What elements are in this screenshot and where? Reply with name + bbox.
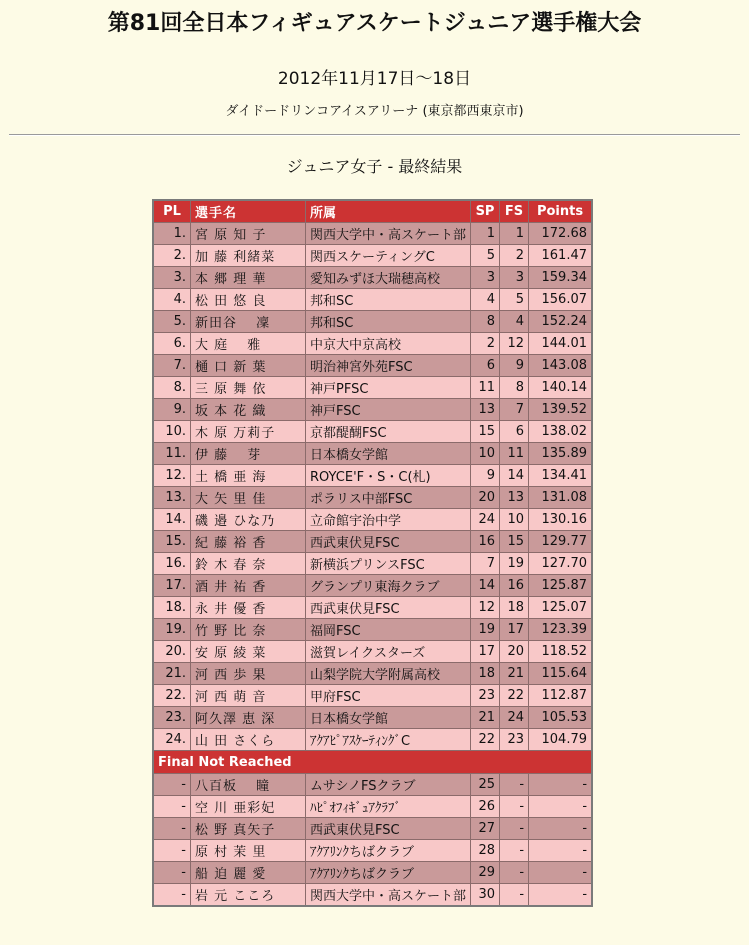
fnr-row xyxy=(153,840,592,862)
table-row xyxy=(153,663,592,685)
cell-points: 156.07 xyxy=(529,289,593,311)
cell-fs: - xyxy=(500,862,529,884)
cell-sp: 1 xyxy=(471,223,500,245)
cell-name: 空 川 亜彩妃 xyxy=(191,796,306,818)
cell-points: 104.79 xyxy=(529,729,593,751)
cell-sp: 8 xyxy=(471,311,500,333)
cell-pl: - xyxy=(153,818,191,840)
cell-points: 112.87 xyxy=(529,685,593,707)
cell-club: ﾊﾋﾟｵﾌｨｷﾞｭｱｸﾗﾌﾞ xyxy=(306,796,471,818)
cell-pl: 12. xyxy=(153,465,191,487)
results-body xyxy=(153,223,592,907)
cell-club: 西武東伏見FSC xyxy=(306,597,471,619)
cell-fs: 16 xyxy=(500,575,529,597)
cell-points: 172.68 xyxy=(529,223,593,245)
cell-fs: 19 xyxy=(500,553,529,575)
col-header-club: 所属 xyxy=(306,200,471,223)
cell-club: 山梨学院大学附属高校 xyxy=(306,663,471,685)
cell-fs: 12 xyxy=(500,333,529,355)
fnr-row xyxy=(153,862,592,884)
cell-sp: 17 xyxy=(471,641,500,663)
cell-club: 関西スケーティングC xyxy=(306,245,471,267)
cell-name: 鈴 木 春 奈 xyxy=(191,553,306,575)
cell-points: 144.01 xyxy=(529,333,593,355)
cell-fs: - xyxy=(500,774,529,796)
table-row xyxy=(153,597,592,619)
cell-sp: 24 xyxy=(471,509,500,531)
table-row xyxy=(153,487,592,509)
cell-pl: 22. xyxy=(153,685,191,707)
cell-name: 原 村 茉 里 xyxy=(191,840,306,862)
cell-name: 紀 藤 裕 香 xyxy=(191,531,306,553)
cell-points: 131.08 xyxy=(529,487,593,509)
cell-name: 岩 元 こころ xyxy=(191,884,306,907)
cell-pl: 21. xyxy=(153,663,191,685)
cell-name: 永 井 優 香 xyxy=(191,597,306,619)
cell-pl: 23. xyxy=(153,707,191,729)
cell-club: 関西大学中・高スケート部 xyxy=(306,223,471,245)
cell-fs: 14 xyxy=(500,465,529,487)
cell-points: 135.89 xyxy=(529,443,593,465)
fnr-row xyxy=(153,818,592,840)
cell-club: 京都醍醐FSC xyxy=(306,421,471,443)
cell-name: 加 藤 利緒菜 xyxy=(191,245,306,267)
cell-sp: 21 xyxy=(471,707,500,729)
cell-fs: 15 xyxy=(500,531,529,553)
section-title: ジュニア女子 - 最終結果 xyxy=(286,157,463,176)
cell-sp: 2 xyxy=(471,333,500,355)
col-header-fs: FS xyxy=(500,200,529,223)
cell-name: 酒 井 祐 香 xyxy=(191,575,306,597)
cell-name: 河 西 萌 音 xyxy=(191,685,306,707)
cell-points: 139.52 xyxy=(529,399,593,421)
cell-club: 西武東伏見FSC xyxy=(306,531,471,553)
cell-pl: 19. xyxy=(153,619,191,641)
table-row xyxy=(153,421,592,443)
cell-fs: 22 xyxy=(500,685,529,707)
cell-club: 新横浜プリンスFSC xyxy=(306,553,471,575)
table-row xyxy=(153,377,592,399)
cell-points: 130.16 xyxy=(529,509,593,531)
table-row xyxy=(153,355,592,377)
col-header-pl: PL xyxy=(153,200,191,223)
cell-pl: 14. xyxy=(153,509,191,531)
cell-sp: 16 xyxy=(471,531,500,553)
cell-club: ｱｸｱﾘﾝｸちばクラブ xyxy=(306,840,471,862)
cell-fs: - xyxy=(500,796,529,818)
cell-sp: 3 xyxy=(471,267,500,289)
table-row xyxy=(153,399,592,421)
cell-points: 138.02 xyxy=(529,421,593,443)
cell-points: 125.07 xyxy=(529,597,593,619)
cell-fs: 4 xyxy=(500,311,529,333)
cell-name: 安 原 綾 菜 xyxy=(191,641,306,663)
col-header-sp: SP xyxy=(471,200,500,223)
cell-points: 143.08 xyxy=(529,355,593,377)
cell-name: 坂 本 花 織 xyxy=(191,399,306,421)
table-row xyxy=(153,729,592,751)
cell-points: 118.52 xyxy=(529,641,593,663)
cell-fs: 20 xyxy=(500,641,529,663)
cell-name: 伊 藤 芽 xyxy=(191,443,306,465)
cell-points: 159.34 xyxy=(529,267,593,289)
cell-club: 邦和SC xyxy=(306,289,471,311)
cell-pl: - xyxy=(153,796,191,818)
cell-sp: 14 xyxy=(471,575,500,597)
cell-fs: 8 xyxy=(500,377,529,399)
cell-sp: 5 xyxy=(471,245,500,267)
cell-name: 大 矢 里 佳 xyxy=(191,487,306,509)
cell-fs: 17 xyxy=(500,619,529,641)
cell-pl: 7. xyxy=(153,355,191,377)
cell-fs: 10 xyxy=(500,509,529,531)
cell-name: 松 田 悠 良 xyxy=(191,289,306,311)
final-not-reached-header xyxy=(153,751,592,774)
cell-name: 磯 邉 ひな乃 xyxy=(191,509,306,531)
table-row xyxy=(153,575,592,597)
table-row xyxy=(153,333,592,355)
cell-pl: 24. xyxy=(153,729,191,751)
cell-club: 日本橋女学館 xyxy=(306,707,471,729)
cell-fs: - xyxy=(500,818,529,840)
cell-sp: 26 xyxy=(471,796,500,818)
table-row xyxy=(153,685,592,707)
cell-points: 105.53 xyxy=(529,707,593,729)
cell-sp: 23 xyxy=(471,685,500,707)
cell-club: 西武東伏見FSC xyxy=(306,818,471,840)
cell-pl: - xyxy=(153,862,191,884)
cell-pl: 8. xyxy=(153,377,191,399)
cell-pl: 10. xyxy=(153,421,191,443)
cell-club: 滋賀レイクスターズ xyxy=(306,641,471,663)
divider xyxy=(9,134,740,136)
cell-club: 甲府FSC xyxy=(306,685,471,707)
cell-points: - xyxy=(529,818,593,840)
cell-sp: 11 xyxy=(471,377,500,399)
fnr-row xyxy=(153,884,592,907)
cell-name: 大 庭 雅 xyxy=(191,333,306,355)
cell-name: 樋 口 新 葉 xyxy=(191,355,306,377)
col-header-points: Points xyxy=(529,200,593,223)
page-title: 第81回全日本フィギュアスケートジュニア選手権大会 xyxy=(107,11,642,36)
cell-points: 134.41 xyxy=(529,465,593,487)
col-header-name: 選手名 xyxy=(191,200,306,223)
cell-pl: - xyxy=(153,884,191,907)
cell-sp: 7 xyxy=(471,553,500,575)
cell-club: 明治神宮外苑FSC xyxy=(306,355,471,377)
cell-points: 127.70 xyxy=(529,553,593,575)
cell-name: 宮 原 知 子 xyxy=(191,223,306,245)
cell-fs: 3 xyxy=(500,267,529,289)
cell-pl: 9. xyxy=(153,399,191,421)
cell-fs: 18 xyxy=(500,597,529,619)
cell-name: 木 原 万莉子 xyxy=(191,421,306,443)
cell-club: 邦和SC xyxy=(306,311,471,333)
cell-club: 中京大中京高校 xyxy=(306,333,471,355)
table-row xyxy=(153,223,592,245)
cell-name: 新田谷 凜 xyxy=(191,311,306,333)
fnr-row xyxy=(153,774,592,796)
cell-points: 129.77 xyxy=(529,531,593,553)
cell-club: 神戸PFSC xyxy=(306,377,471,399)
cell-sp: 4 xyxy=(471,289,500,311)
cell-pl: - xyxy=(153,774,191,796)
cell-club: ポラリス中部FSC xyxy=(306,487,471,509)
cell-club: 福岡FSC xyxy=(306,619,471,641)
table-row xyxy=(153,553,592,575)
cell-name: 竹 野 比 奈 xyxy=(191,619,306,641)
cell-points: - xyxy=(529,774,593,796)
final-not-reached-label: Final Not Reached xyxy=(153,751,592,774)
cell-club: 日本橋女学館 xyxy=(306,443,471,465)
cell-sp: 6 xyxy=(471,355,500,377)
event-date: 2012年11月17日～18日 xyxy=(277,69,472,89)
cell-name: 土 橋 亜 海 xyxy=(191,465,306,487)
results-table xyxy=(152,199,593,907)
cell-fs: 13 xyxy=(500,487,529,509)
cell-pl: 16. xyxy=(153,553,191,575)
cell-sp: 13 xyxy=(471,399,500,421)
event-venue: ダイドードリンコアイスアリーナ (東京都西東京市) xyxy=(225,104,524,119)
cell-pl: - xyxy=(153,840,191,862)
table-row xyxy=(153,641,592,663)
cell-sp: 30 xyxy=(471,884,500,907)
cell-pl: 5. xyxy=(153,311,191,333)
cell-pl: 17. xyxy=(153,575,191,597)
cell-name: 八百板 瞳 xyxy=(191,774,306,796)
cell-sp: 15 xyxy=(471,421,500,443)
table-row xyxy=(153,289,592,311)
cell-fs: 9 xyxy=(500,355,529,377)
table-row xyxy=(153,707,592,729)
cell-points: - xyxy=(529,840,593,862)
cell-club: 神戸FSC xyxy=(306,399,471,421)
cell-sp: 19 xyxy=(471,619,500,641)
cell-fs: 21 xyxy=(500,663,529,685)
cell-fs: - xyxy=(500,884,529,907)
cell-name: 本 郷 理 華 xyxy=(191,267,306,289)
cell-fs: 23 xyxy=(500,729,529,751)
cell-sp: 10 xyxy=(471,443,500,465)
cell-pl: 15. xyxy=(153,531,191,553)
table-row xyxy=(153,443,592,465)
cell-fs: 6 xyxy=(500,421,529,443)
cell-sp: 22 xyxy=(471,729,500,751)
cell-club: 愛知みずほ大瑞穂高校 xyxy=(306,267,471,289)
cell-name: 山 田 さくら xyxy=(191,729,306,751)
cell-sp: 18 xyxy=(471,663,500,685)
table-row xyxy=(153,619,592,641)
cell-points: 125.87 xyxy=(529,575,593,597)
table-header-row xyxy=(153,200,592,223)
table-row xyxy=(153,267,592,289)
table-row xyxy=(153,311,592,333)
cell-points: 123.39 xyxy=(529,619,593,641)
cell-points: - xyxy=(529,884,593,907)
cell-club: 立命館宇治中学 xyxy=(306,509,471,531)
table-row xyxy=(153,245,592,267)
cell-club: ｱｸｱﾘﾝｸちばクラブ xyxy=(306,862,471,884)
cell-sp: 29 xyxy=(471,862,500,884)
cell-name: 三 原 舞 依 xyxy=(191,377,306,399)
cell-pl: 11. xyxy=(153,443,191,465)
cell-fs: 7 xyxy=(500,399,529,421)
cell-points: 140.14 xyxy=(529,377,593,399)
cell-sp: 27 xyxy=(471,818,500,840)
cell-pl: 1. xyxy=(153,223,191,245)
cell-name: 河 西 歩 果 xyxy=(191,663,306,685)
cell-club: ROYCE'F・S・C(札) xyxy=(306,465,471,487)
cell-pl: 3. xyxy=(153,267,191,289)
cell-sp: 12 xyxy=(471,597,500,619)
cell-pl: 2. xyxy=(153,245,191,267)
cell-name: 阿久澤 恵 深 xyxy=(191,707,306,729)
cell-fs: 1 xyxy=(500,223,529,245)
cell-club: ムサシノFSクラブ xyxy=(306,774,471,796)
table-row xyxy=(153,465,592,487)
cell-name: 船 迫 麗 愛 xyxy=(191,862,306,884)
cell-pl: 13. xyxy=(153,487,191,509)
cell-points: 161.47 xyxy=(529,245,593,267)
cell-sp: 28 xyxy=(471,840,500,862)
cell-pl: 20. xyxy=(153,641,191,663)
cell-points: - xyxy=(529,862,593,884)
cell-sp: 20 xyxy=(471,487,500,509)
cell-points: 152.24 xyxy=(529,311,593,333)
table-row xyxy=(153,531,592,553)
cell-pl: 6. xyxy=(153,333,191,355)
cell-sp: 25 xyxy=(471,774,500,796)
cell-club: グランプリ東海クラブ xyxy=(306,575,471,597)
cell-name: 松 野 真矢子 xyxy=(191,818,306,840)
cell-club: 関西大学中・高スケート部 xyxy=(306,884,471,907)
table-row xyxy=(153,509,592,531)
cell-points: 115.64 xyxy=(529,663,593,685)
cell-pl: 4. xyxy=(153,289,191,311)
cell-club: ｱｸｱﾋﾟｱｽｹｰﾃｨﾝｸﾞC xyxy=(306,729,471,751)
cell-sp: 9 xyxy=(471,465,500,487)
cell-fs: 5 xyxy=(500,289,529,311)
cell-fs: 24 xyxy=(500,707,529,729)
fnr-row xyxy=(153,796,592,818)
cell-fs: - xyxy=(500,840,529,862)
cell-fs: 11 xyxy=(500,443,529,465)
cell-points: - xyxy=(529,796,593,818)
cell-fs: 2 xyxy=(500,245,529,267)
cell-pl: 18. xyxy=(153,597,191,619)
